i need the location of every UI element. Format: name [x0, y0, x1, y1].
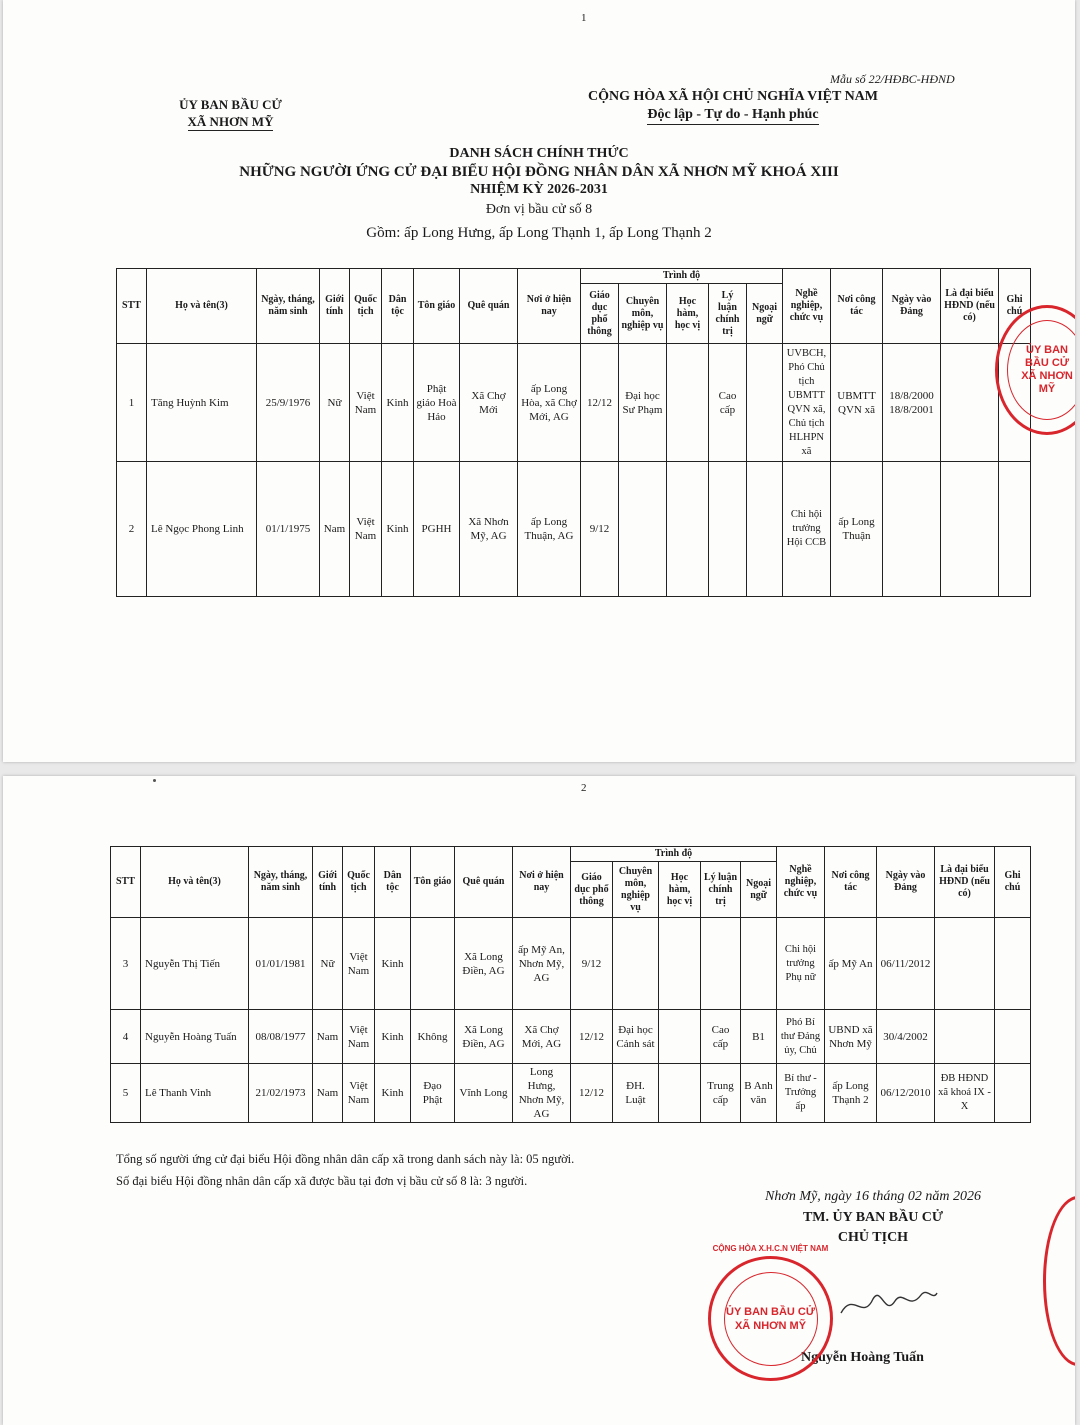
table-row: [111, 918, 1031, 1010]
header-profession: Chuyên môn, nghiệp vụ: [619, 284, 667, 344]
header-dob: Ngày, tháng, năm sinh: [249, 847, 313, 918]
title-line-1: DANH SÁCH CHÍNH THỨC: [449, 146, 629, 161]
cell-gender: Nam: [320, 462, 350, 597]
handwritten-signature: [833, 1271, 943, 1331]
cell-profession: Đại học Sư Phạm: [619, 344, 667, 462]
cell-stt: 1: [117, 344, 147, 462]
cell-dob: 08/08/1977: [249, 1010, 313, 1064]
cell-party-date: 06/12/2010: [877, 1064, 935, 1123]
sign-title-1: TM. ỦY BAN BẦU CỬ: [802, 1210, 944, 1225]
cell-job: Phó Bí thư Đảng ủy, Chủ: [777, 1010, 825, 1064]
cell-note: [999, 462, 1031, 597]
header-workplace: Nơi công tác: [825, 847, 877, 918]
header-party-date: Ngày vào Đảng: [877, 847, 935, 918]
header-ethnicity: Dân tộc: [375, 847, 411, 918]
cell-gender: Nữ: [320, 344, 350, 462]
header-religion: Tôn giáo: [414, 269, 460, 344]
cell-note: [995, 918, 1031, 1010]
header-job: Nghề nghiệp, chức vụ: [783, 269, 831, 344]
cell-education: 9/12: [581, 462, 619, 597]
cell-workplace: UBND xã Nhơn Mỹ: [825, 1010, 877, 1064]
cell-note: [995, 1064, 1031, 1123]
includes-line: Gồm: ấp Long Hưng, ấp Long Thạnh 1, ấp Long Thạnh 2: [366, 225, 712, 241]
cell-residence: ấp Long Hòa, xã Chợ Mới, AG: [518, 344, 581, 462]
cell-gender: Nam: [313, 1010, 343, 1064]
header-residence: Nơi ở hiện nay: [513, 847, 571, 918]
cell-job: Bí thư - Trưởng ấp: [777, 1064, 825, 1123]
header-delegate: Là đại biểu HĐND (nếu có): [935, 847, 995, 918]
cell-nationality: Việt Nam: [343, 1010, 375, 1064]
cell-ethnicity: Kinh: [382, 462, 414, 597]
cell-hometown: Xã Chợ Mới: [460, 344, 518, 462]
cell-workplace: ấp Long Thạnh 2: [825, 1064, 877, 1123]
cell-language: [747, 344, 783, 462]
cell-religion: Không: [411, 1010, 455, 1064]
cell-residence: ấp Mỹ An, Nhơn Mỹ, AG: [513, 918, 571, 1010]
cell-residence: ấp Long Thuận, AG: [518, 462, 581, 597]
header-hometown: Quê quán: [455, 847, 513, 918]
header-language: Ngoại ngữ: [747, 284, 783, 344]
unit-line: Đơn vị bầu cử số 8: [485, 202, 593, 217]
form-number: Mẫu số 22/HĐBC-HĐND: [830, 72, 955, 86]
cell-hometown: Xã Nhơn Mỹ, AG: [460, 462, 518, 597]
cell-stt: 3: [111, 918, 141, 1010]
header-education: Giáo dục phổ thông: [581, 284, 619, 344]
cell-workplace: UBMTT QVN xã: [831, 344, 883, 462]
cell-name: Tăng Huỳnh Kim: [147, 344, 257, 462]
date-line: Nhơn Mỹ, ngày 16 tháng 02 năm 2026: [765, 1189, 981, 1204]
nation-line-2: Độc lập - Tự do - Hạnh phúc: [647, 106, 818, 125]
cell-nationality: Việt Nam: [350, 344, 382, 462]
stamp-line-1: ỦY BAN BẦU CỬ: [726, 1305, 815, 1318]
cell-note: [995, 1010, 1031, 1064]
cell-profession: [613, 918, 659, 1010]
cell-delegate: [935, 918, 995, 1010]
header-dob: Ngày, tháng, năm sinh: [257, 269, 320, 344]
cell-politics: [709, 462, 747, 597]
cell-stt: 2: [117, 462, 147, 597]
cell-party-date: 18/8/2000 18/8/2001: [883, 344, 941, 462]
header-nationality: Quốc tịch: [343, 847, 375, 918]
cell-delegate: ĐB HĐND xã khoá IX - X: [935, 1064, 995, 1123]
cell-job: Chi hội trưởng Hội CCB: [783, 462, 831, 597]
stamp-line-2: XÃ NHƠN MỸ: [734, 1319, 807, 1332]
header-trinh-do: Trình độ: [581, 269, 783, 284]
cell-residence: Long Hưng, Nhơn Mỹ, AG: [513, 1064, 571, 1123]
summary-line-2: Số đại biểu Hội đồng nhân dân cấp xã được bầu tại đơn vị bầu cử số 8 là: 3 người.: [116, 1174, 528, 1188]
cell-workplace: ấp Long Thuận: [831, 462, 883, 597]
header-stt: STT: [111, 847, 141, 918]
cell-religion: Đạo Phật: [411, 1064, 455, 1123]
cell-ethnicity: Kinh: [375, 1064, 411, 1123]
cell-nationality: Việt Nam: [343, 1064, 375, 1123]
cell-ethnicity: Kinh: [375, 1010, 411, 1064]
cell-party-date: 06/11/2012: [877, 918, 935, 1010]
cell-job: UVBCH, Phó Chủ tịch UBMTT QVN xã, Chủ tịch HLHPN xã: [783, 344, 831, 462]
cell-party-date: [883, 462, 941, 597]
cell-gender: Nữ: [313, 918, 343, 1010]
official-stamp-page-2: [708, 1256, 833, 1381]
header-education: Giáo dục phổ thông: [571, 862, 613, 918]
cell-hometown: Xã Long Điền, AG: [455, 918, 513, 1010]
cell-degree: [659, 1064, 701, 1123]
header-language: Ngoại ngữ: [741, 862, 777, 918]
cell-ethnicity: Kinh: [382, 344, 414, 462]
cell-politics: Cao cấp: [709, 344, 747, 462]
header-name: Họ và tên(3): [141, 847, 249, 918]
cell-stt: 4: [111, 1010, 141, 1064]
cell-politics: Trung cấp: [701, 1064, 741, 1123]
issuer-line-1: ỦY BAN BẦU CỬ: [179, 97, 282, 112]
header-workplace: Nơi công tác: [831, 269, 883, 344]
cell-religion: Phật giáo Hoà Hảo: [414, 344, 460, 462]
cell-hometown: Xã Long Điền, AG: [455, 1010, 513, 1064]
page-number: 1: [581, 12, 587, 24]
cell-dob: 01/01/1981: [249, 918, 313, 1010]
cell-name: Nguyễn Thị Tiến: [141, 918, 249, 1010]
page-2: [3, 776, 1075, 1425]
cell-dob: 25/9/1976: [257, 344, 320, 462]
stamp-text: ỦY BAN BẦU CỬ XÃ NHƠN MỸ: [1021, 344, 1073, 395]
cell-ethnicity: Kinh: [375, 918, 411, 1010]
header-ethnicity: Dân tộc: [382, 269, 414, 344]
header-hometown: Quê quán: [460, 269, 518, 344]
cell-language: [741, 918, 777, 1010]
cell-name: Nguyễn Hoàng Tuấn: [141, 1010, 249, 1064]
cell-delegate: [941, 344, 999, 462]
cell-dob: 01/1/1975: [257, 462, 320, 597]
cell-job: Chi hội trưởng Phụ nữ: [777, 918, 825, 1010]
cell-education: 12/12: [581, 344, 619, 462]
title-line-3: NHIỆM KỲ 2026-2031: [470, 182, 608, 197]
header-gender: Giới tính: [313, 847, 343, 918]
scan-speck: [153, 779, 156, 782]
candidate-table-page-1: [116, 268, 1031, 597]
page-number: 2: [581, 782, 587, 794]
sign-title-2: CHỦ TỊCH: [837, 1230, 909, 1245]
header-gender: Giới tính: [320, 269, 350, 344]
candidate-table-page-2: [110, 846, 1031, 1123]
cell-politics: [701, 918, 741, 1010]
header-stt: STT: [117, 269, 147, 344]
header-note: Ghi chú: [995, 847, 1031, 918]
header-degree: Học hàm, học vị: [667, 284, 709, 344]
title-line-2: NHỮNG NGƯỜI ỨNG CỬ ĐẠI BIỂU HỘI ĐỒNG NHÂN DÂN XÃ NHƠN MỸ KHOÁ XIII: [239, 164, 839, 180]
cell-party-date: 30/4/2002: [877, 1010, 935, 1064]
cell-degree: [667, 344, 709, 462]
nation-header: [558, 88, 908, 125]
cell-religion: [411, 918, 455, 1010]
stamp-ring-text: CỘNG HÒA X.H.C.N VIỆT NAM: [712, 1244, 829, 1253]
cell-politics: Cao cấp: [701, 1010, 741, 1064]
header-residence: Nơi ở hiện nay: [518, 269, 581, 344]
issuer-line-2: XÃ NHƠN MỸ: [187, 114, 274, 129]
header-profession: Chuyên môn, nghiệp vụ: [613, 862, 659, 918]
cell-religion: PGHH: [414, 462, 460, 597]
cell-residence: Xã Chợ Mới, AG: [513, 1010, 571, 1064]
cell-profession: Đại học Cảnh sát: [613, 1010, 659, 1064]
partial-stamp-edge: [1043, 1196, 1075, 1366]
cell-language: B1: [741, 1010, 777, 1064]
cell-degree: [659, 918, 701, 1010]
cell-dob: 21/02/1973: [249, 1064, 313, 1123]
cell-stt: 5: [111, 1064, 141, 1123]
page-1: [3, 0, 1075, 762]
cell-delegate: [941, 462, 999, 597]
header-job: Nghề nghiệp, chức vụ: [777, 847, 825, 918]
header-degree: Học hàm, học vị: [659, 862, 701, 918]
header-politics: Lý luận chính trị: [701, 862, 741, 918]
cell-hometown: Vĩnh Long: [455, 1064, 513, 1123]
header-name: Họ và tên(3): [147, 269, 257, 344]
header-trinh-do: Trình độ: [571, 847, 777, 862]
table-row: [117, 344, 1031, 462]
cell-profession: ĐH. Luật: [613, 1064, 659, 1123]
nation-line-1: CỘNG HÒA XÃ HỘI CHỦ NGHĨA VIỆT NAM: [587, 89, 878, 104]
cell-degree: [659, 1010, 701, 1064]
signer-name: Nguyễn Hoàng Tuấn: [801, 1350, 924, 1365]
summary-line-1: Tổng số người ứng cử đại biểu Hội đồng nhân dân cấp xã trong danh sách này là: 05 người.: [116, 1152, 575, 1166]
cell-nationality: Việt Nam: [343, 918, 375, 1010]
header-party-date: Ngày vào Đảng: [883, 269, 941, 344]
cell-profession: [619, 462, 667, 597]
cell-language: B Anh văn: [741, 1064, 777, 1123]
header-politics: Lý luận chính trị: [709, 284, 747, 344]
header-religion: Tôn giáo: [411, 847, 455, 918]
issuer-header: [143, 96, 318, 131]
table-row: [111, 1010, 1031, 1064]
cell-name: Lê Thanh Vinh: [141, 1064, 249, 1123]
cell-education: 9/12: [571, 918, 613, 1010]
cell-delegate: [935, 1010, 995, 1064]
header-nationality: Quốc tịch: [350, 269, 382, 344]
cell-gender: Nam: [313, 1064, 343, 1123]
signature-block: [723, 1186, 1023, 1248]
header-delegate: Là đại biểu HĐND (nếu có): [941, 269, 999, 344]
cell-name: Lê Ngọc Phong Linh: [147, 462, 257, 597]
cell-workplace: ấp Mỹ An: [825, 918, 877, 1010]
cell-education: 12/12: [571, 1064, 613, 1123]
cell-language: [747, 462, 783, 597]
document-title: [3, 145, 1075, 245]
table-row: [111, 1064, 1031, 1123]
cell-degree: [667, 462, 709, 597]
table-row: [117, 462, 1031, 597]
cell-education: 12/12: [571, 1010, 613, 1064]
cell-nationality: Việt Nam: [350, 462, 382, 597]
header-note: Ghi chú: [999, 269, 1031, 344]
